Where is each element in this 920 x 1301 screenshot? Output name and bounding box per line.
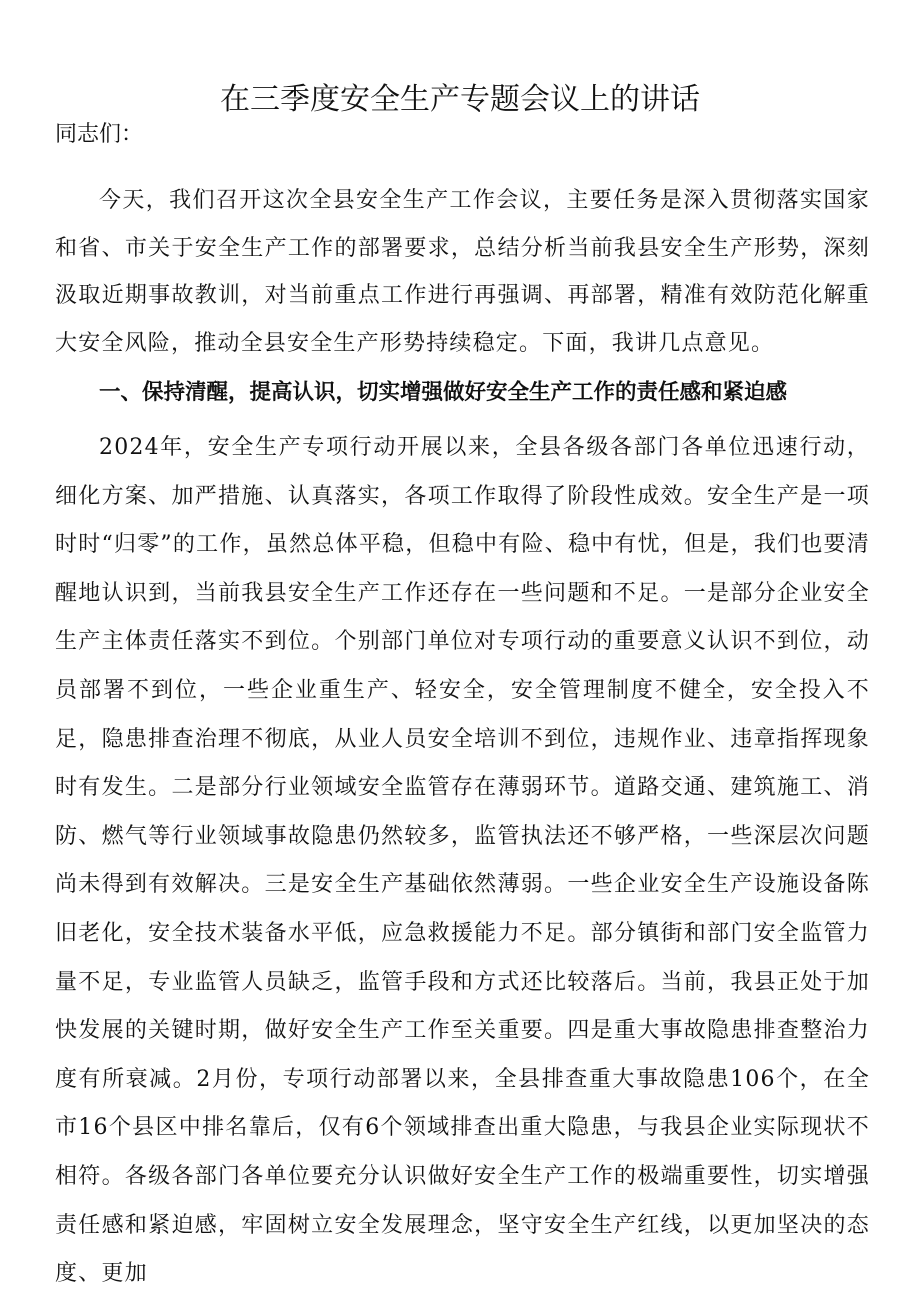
section-heading: 一、保持清醒，提高认识，切实增强做好安全生产工作的责任感和紧迫感 <box>99 379 788 405</box>
document-title: 在三季度安全生产专题会议上的讲话 <box>220 82 700 118</box>
salutation: 同志们： <box>55 122 144 147</box>
intro-paragraph: 今天，我们召开这次全县安全生产工作会议，主要任务是深入贯彻落实国家和省、市关于安全生产工作的部署要求，总结分析当前我县安全生产形势，深刻汲取近期事故教训，对当前重点工作进行再强调、再部署，精准有效防范化解重大安全风险，推动全县安全生产形势持续稳定。下面，我讲几点意见。 <box>55 188 870 356</box>
section-paragraph: 2024年，安全生产专项行动开展以来，全县各级各部门各单位迅速行动，细化方案、加严措施、认真落实，各项工作取得了阶段性成效。安全生产是一项时时“归零”的工作，虽然总体平稳，但稳中有险、稳中有忧，但是，我们也要清醒地认识到，当前我县安全生产工作还存在一些问题和不足。一是部分企业安全生产主体责任落实不到位。个别部门单位对专项行动的重要意义认识不到位，动员部署不到位，一些企业重生产、轻安全，安全管理制度不健全，安全投入不足，隐患排查治理不彻底，从业人员安全培训不到位，违规作业、违章指挥现象时有发生。二是部分行业领域安全监管存在薄弱环节。道路交通、建筑施工、消防、燃气等行业领域事故隐患仍然较多，监管执法还不够严格，一些深层次问题尚未得到有效解决。三是安全生产基础依然薄弱。一些企业安全生产设施设备陈旧老化，安全技术装备水平低，应急救援能力不足。部分镇街和部门安全监管力量不足，专业监管人员缺乏，监管手段和方式还比较落后。当前，我县正处于加快发展的关键时期，做好安全生产工作至关重要。四是重大事故隐患排查整治力度有所衰减。2月份，专项行动部署以来，全县排查重大事故隐患106个，在全市16个县区中排名靠后，仅有6个领域排查出重大隐患，与我县企业实际现状不相符。各级各部门各单位要充分认识做好安全生产工作的极端重要性，切实增强责任感和紧迫感，牢固树立安全发展理念，坚守安全生产红线，以更加坚决的态度、更加 <box>55 435 870 1287</box>
